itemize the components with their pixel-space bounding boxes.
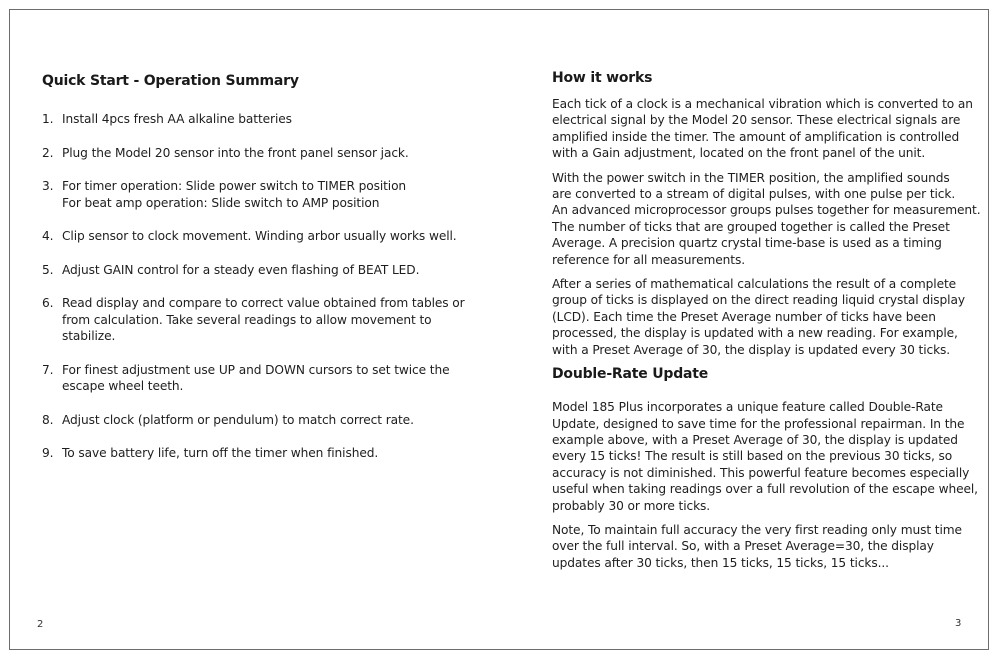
paragraph-line: Update, designed to save time for the professional repairman. In the — [552, 416, 965, 431]
paragraph-line: Model 185 Plus incorporates a unique feature called Double-Rate — [552, 400, 943, 415]
step-text: For timer operation: Slide power switch to TIMER position — [62, 179, 407, 193]
paragraph-line: An advanced microprocessor groups pulses together for measurement. — [552, 203, 981, 218]
step-text: To save battery life, turn off the timer when finished. — [62, 446, 379, 460]
step-text: from calculation. Take several readings to allow movement to — [62, 312, 432, 327]
step-text: Adjust clock (platform or pendulum) to match correct rate. — [62, 412, 414, 427]
paragraph-line: useful when taking readings over a full revolution of the escape wheel, — [552, 482, 978, 497]
step-9 — [42, 445, 472, 462]
step-5 — [42, 262, 472, 279]
step-number: 9. — [42, 446, 54, 460]
paragraph-line: every 15 ticks! The result is still based on the previous 30 ticks, so — [552, 449, 953, 464]
paragraph-line: After a series of mathematical calculations the result of a complete — [552, 277, 957, 292]
page-number-left: 2 — [37, 619, 44, 630]
step-text: Adjust GAIN control for a steady even flashing of BEAT LED. — [62, 262, 420, 277]
paragraph-line: Note, To maintain full accuracy the very first reading only must time — [552, 522, 962, 537]
step-number: 7. — [42, 362, 54, 377]
paragraph-line: With the power switch in the TIMER position, the amplified sounds — [552, 170, 950, 185]
double-paragraph-1 — [552, 399, 978, 514]
step-number: 1. — [42, 112, 54, 126]
step-text: Plug the Model 20 sensor into the front panel sensor jack. — [62, 145, 409, 160]
step-text: For finest adjustment use UP and DOWN cursors to set twice the — [62, 362, 450, 377]
paragraph-line: group of ticks is displayed on the direct reading liquid crystal display — [552, 293, 965, 308]
paragraph-line: processed, the display is updated with a new reading. For example, — [552, 326, 958, 341]
step-number: 3. — [42, 179, 54, 193]
how-it-works-title: How it works — [552, 70, 653, 86]
step-1 — [42, 111, 472, 128]
step-number: 2. — [42, 145, 54, 160]
paragraph-line: updates after 30 ticks, then 15 ticks, 15 ticks, 15 ticks... — [552, 555, 889, 570]
double-paragraph-2 — [552, 522, 964, 571]
step-number: 5. — [42, 262, 54, 277]
step-4 — [42, 228, 472, 245]
paragraph-line: amplified inside the timer. The amount of amplification is controlled — [552, 129, 960, 144]
paragraph-line: accuracy is not diminished. This powerful feature becomes especially — [552, 465, 970, 480]
paragraph-line: are converted to a stream of digital pulses, with one pulse per tick. — [552, 187, 956, 202]
step-text: Install 4pcs fresh AA alkaline batteries — [62, 112, 292, 126]
step-text: Clip sensor to clock movement. Winding arbor usually works well. — [62, 229, 457, 243]
how-paragraph-1 — [552, 96, 973, 162]
paragraph-line: probably 30 or more ticks. — [552, 498, 711, 513]
step-text: stabilize. — [62, 329, 116, 343]
step-text: Read display and compare to correct value obtained from tables or — [62, 296, 465, 310]
paragraph-line: with a Preset Average of 30, the display is updated every 30 ticks. — [552, 342, 951, 357]
paragraph-line: with a Gain adjustment, located on the front panel of the unit. — [552, 146, 926, 161]
paragraph-line: The number of ticks that are grouped together is called the Preset — [552, 219, 950, 234]
left-page — [42, 72, 472, 462]
paragraph-line: (LCD). Each time the Preset Average number of ticks have been — [552, 309, 936, 324]
how-paragraph-2 — [552, 170, 981, 268]
how-paragraph-3 — [552, 276, 964, 358]
paragraph-line: Each tick of a clock is a mechanical vibration which is converted to an — [552, 97, 973, 111]
paragraph-line: reference for all measurements. — [552, 252, 745, 267]
step-3 — [42, 178, 472, 211]
step-8 — [42, 412, 472, 429]
page-number-right: 3 — [955, 618, 962, 629]
paragraph-line: electrical signal by the Model 20 sensor. These electrical signals are — [552, 113, 961, 128]
quick-start-steps — [42, 111, 472, 462]
step-text: escape wheel teeth. — [62, 379, 184, 393]
step-2 — [42, 145, 472, 162]
double-rate-update-title: Double-Rate Update — [552, 366, 709, 383]
paragraph-line: Average. A precision quartz crystal time-base is used as a timing — [552, 236, 942, 251]
paragraph-line: example above, with a Preset Average of 30, the display is updated — [552, 432, 958, 447]
step-text: For beat amp operation: Slide switch to AMP position — [62, 195, 380, 210]
step-number: 8. — [42, 412, 54, 427]
quick-start-title: Quick Start - Operation Summary — [42, 73, 299, 89]
paragraph-line: over the full interval. So, with a Preset Average=30, the display — [552, 539, 934, 554]
step-number: 6. — [42, 296, 54, 310]
right-page — [552, 69, 981, 571]
step-7 — [42, 362, 472, 395]
step-number: 4. — [42, 229, 54, 243]
step-6 — [42, 295, 472, 345]
